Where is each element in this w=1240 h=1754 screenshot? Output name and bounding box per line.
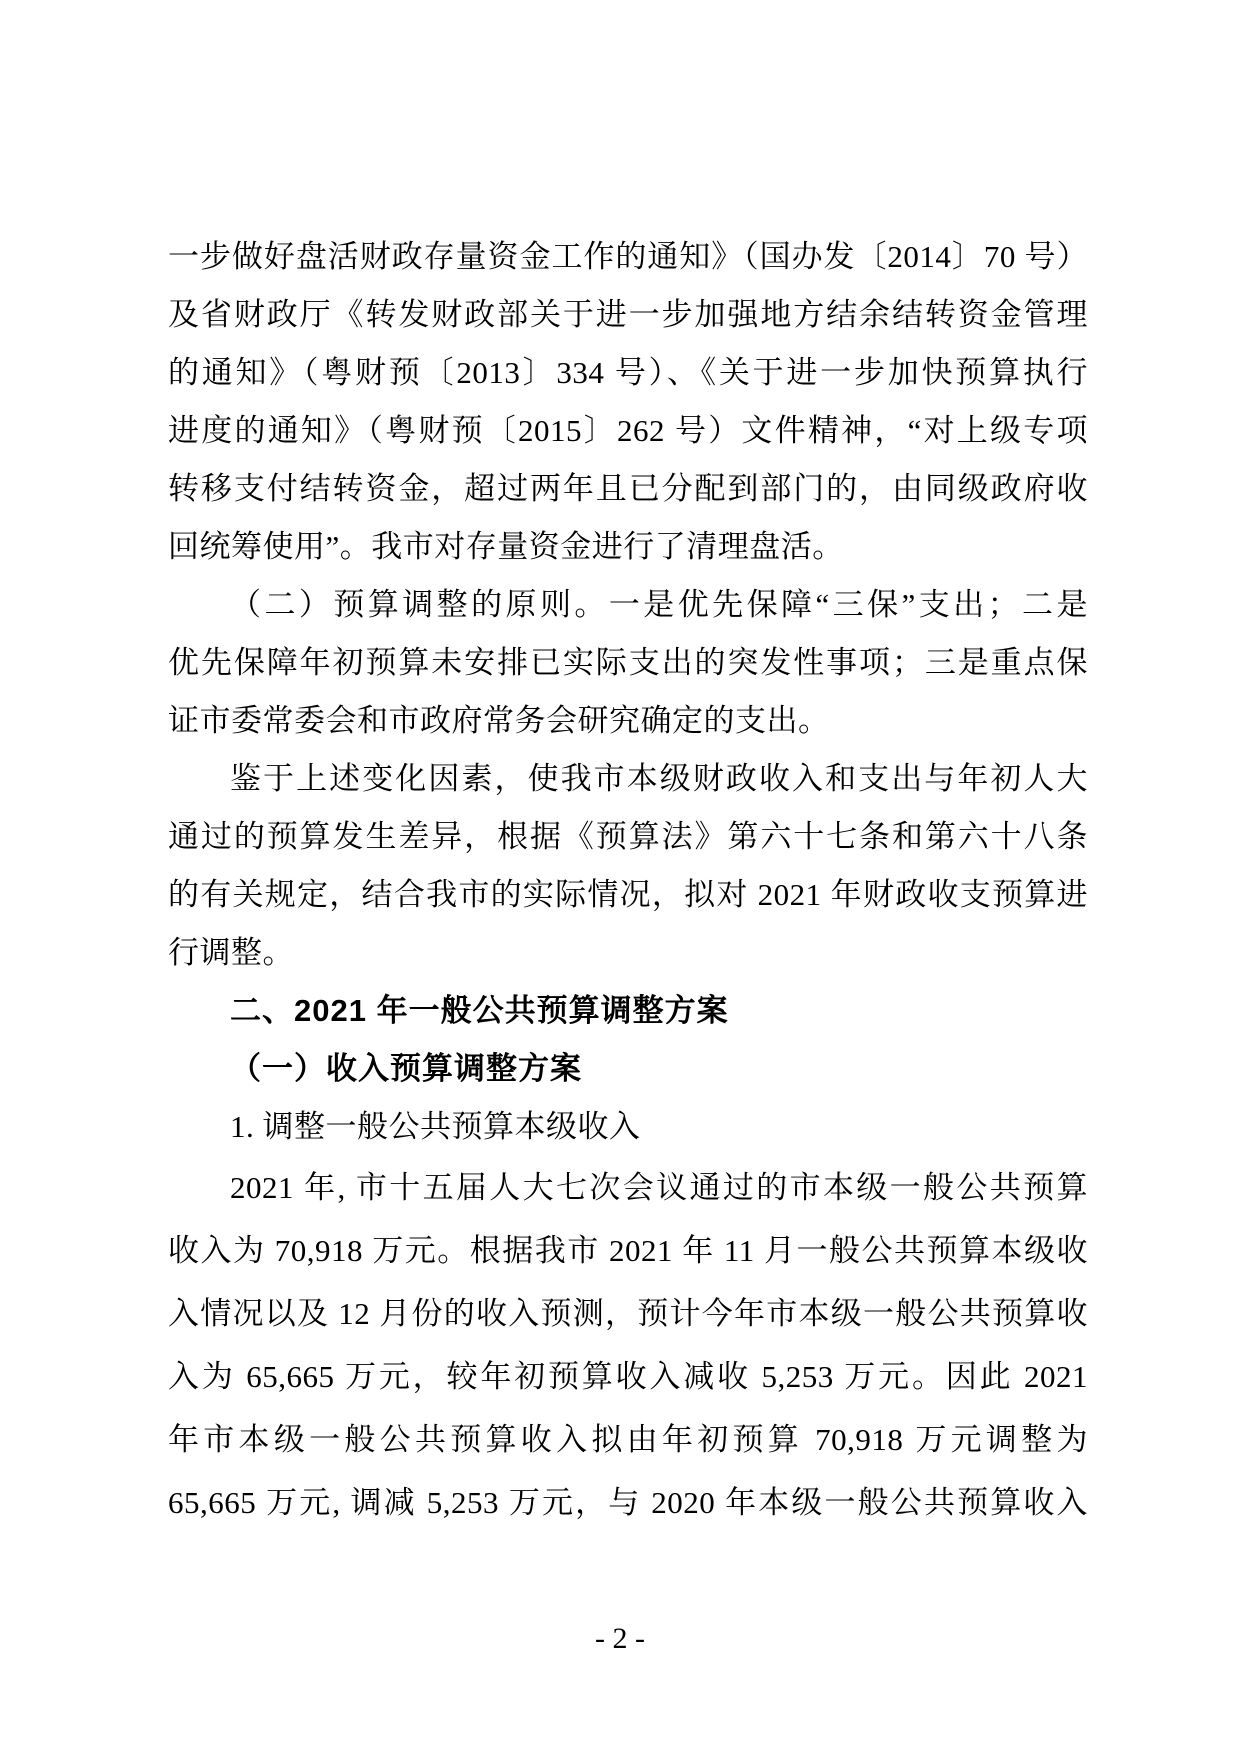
text-line: 鉴于上述变化因素，使我市本级财政收入和支出与年初人大 (230, 761, 1088, 796)
text-line: 进度的通知》（粤财预〔2015〕262 号）文件精神，“对上级专项 (168, 413, 1088, 448)
text-line: 65,665 万元, 调减 5,253 万元，与 2020 年本级一般公共预算收入 (168, 1485, 1088, 1520)
text-line: 1. 调整一般公共预算本级收入 (230, 1109, 641, 1144)
text-line: 入为 65,665 万元，较年初预算收入减收 5,253 万元。因此 2021 (168, 1359, 1088, 1394)
text-line: 二、2021 年一般公共预算调整方案 (230, 993, 729, 1028)
text-line: 的有关规定，结合我市的实际情况，拟对 2021 年财政收支预算进 (168, 877, 1088, 912)
text-line: 年市本级一般公共预算收入拟由年初预算 70,918 万元调整为 (168, 1422, 1088, 1457)
text-line: 及省财政厅《转发财政部关于进一步加强地方结余结转资金管理 (168, 297, 1088, 332)
text-line: 2021 年, 市十五届人大七次会议通过的市本级一般公共预算 (230, 1170, 1088, 1205)
text-line: 回统筹使用”。我市对存量资金进行了清理盘活。 (168, 529, 844, 564)
text-line: （一）收入预算调整方案 (230, 1051, 582, 1086)
text-line: 证市委常委会和市政府常务会研究确定的支出。 (168, 703, 830, 738)
text-line: 转移支付结转资金，超过两年且已分配到部门的，由同级政府收 (168, 471, 1088, 506)
text-line: 一步做好盘活财政存量资金工作的通知》（国办发〔2014〕70 号） (168, 239, 1088, 274)
text-line: 的通知》（粤财预〔2013〕334 号）、《关于进一步加快预算执行 (168, 355, 1088, 390)
text-line: 通过的预算发生差异，根据《预算法》第六十七条和第六十八条 (168, 819, 1088, 854)
page-number: - 2 - (595, 1622, 645, 1655)
document-body (168, 228, 1088, 1534)
text-line: 优先保障年初预算未安排已实际支出的突发性事项；三是重点保 (168, 645, 1088, 680)
text-line: 入情况以及 12 月份的收入预测，预计今年市本级一般公共预算收 (168, 1296, 1088, 1331)
text-line: 收入为 70,918 万元。根据我市 2021 年 11 月一般公共预算本级收 (168, 1233, 1088, 1268)
text-line: 行调整。 (168, 935, 294, 970)
text-line: （二）预算调整的原则。一是优先保障“三保”支出；二是 (230, 587, 1088, 622)
